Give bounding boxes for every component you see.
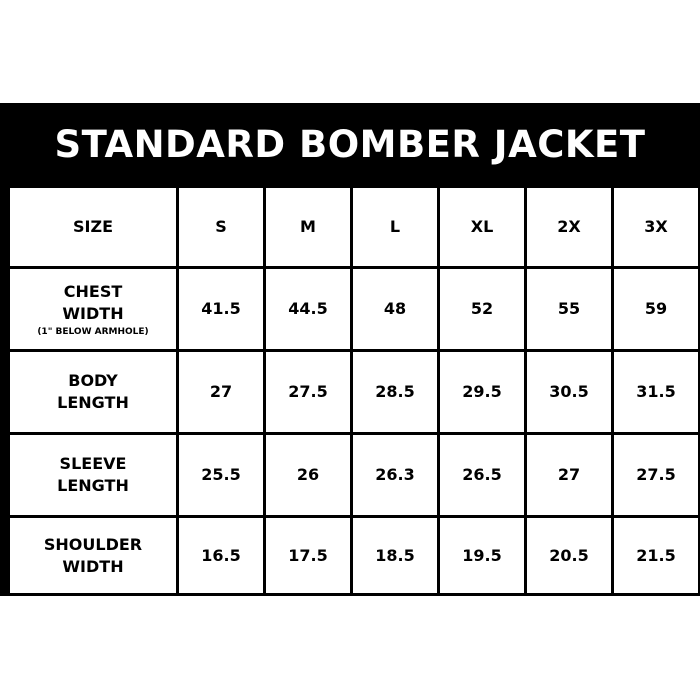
table-cell: 52 (440, 269, 524, 349)
table-cell: 55 (527, 269, 611, 349)
row-label-body-length (10, 352, 176, 432)
table-cell: 18.5 (353, 518, 437, 593)
table-cell: 27 (527, 435, 611, 515)
size-header-m: M (266, 188, 350, 266)
row-label-sleeve-length (10, 435, 176, 515)
table-cell: 26 (266, 435, 350, 515)
table-cell: 26.5 (440, 435, 524, 515)
table-cell: 27.5 (266, 352, 350, 432)
table-cell: 20.5 (527, 518, 611, 593)
size-header-label: SIZE (10, 188, 176, 266)
table-cell: 21.5 (614, 518, 698, 593)
table-row-chest-width (10, 269, 698, 349)
table-cell: 48 (353, 269, 437, 349)
size-header-xl: XL (440, 188, 524, 266)
table-row-shoulder-width (10, 518, 698, 593)
table-cell: 30.5 (527, 352, 611, 432)
size-header-3x: 3X (614, 188, 698, 266)
row-label-shoulder-width (10, 518, 176, 593)
table-cell: 25.5 (179, 435, 263, 515)
measurement-note: (1" BELOW ARMHOLE) (37, 326, 149, 337)
table-cell: 31.5 (614, 352, 698, 432)
table-cell: 26.3 (353, 435, 437, 515)
table-row-sleeve-length (10, 435, 698, 515)
chart-title: STANDARD BOMBER JACKET (54, 122, 646, 166)
table-cell: 16.5 (179, 518, 263, 593)
size-table (7, 185, 700, 596)
table-row-body-length (10, 352, 698, 432)
row-label-line: BODY (68, 371, 118, 390)
size-header-s: S (179, 188, 263, 266)
table-cell: 27 (179, 352, 263, 432)
table-cell: 28.5 (353, 352, 437, 432)
size-header-l: L (353, 188, 437, 266)
row-label-line: WIDTH (62, 303, 124, 323)
header-row (10, 188, 698, 266)
table-cell: 44.5 (266, 269, 350, 349)
table-cell: 17.5 (266, 518, 350, 593)
row-label-chest-width (10, 269, 176, 349)
table-cell: 29.5 (440, 352, 524, 432)
row-label-line: WIDTH (62, 556, 124, 576)
row-label-line: SLEEVE (59, 454, 127, 473)
table-cell: 27.5 (614, 435, 698, 515)
table-cell: 19.5 (440, 518, 524, 593)
row-label-line: SHOULDER (43, 534, 143, 554)
table-cell: 41.5 (179, 269, 263, 349)
row-label-line: LENGTH (57, 476, 129, 495)
row-label-line: LENGTH (57, 393, 129, 412)
size-header-2x: 2X (527, 188, 611, 266)
table-cell: 59 (614, 269, 698, 349)
row-label-line: CHEST (63, 281, 123, 301)
size-chart (0, 103, 700, 596)
